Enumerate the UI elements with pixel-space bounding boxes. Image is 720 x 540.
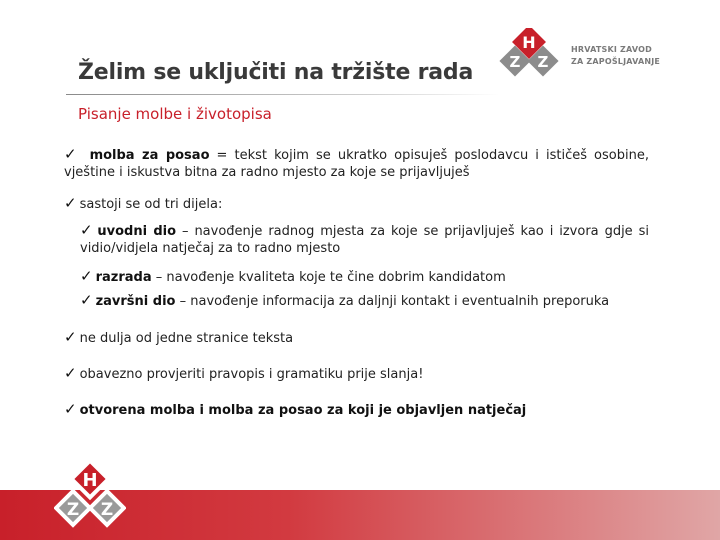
bullet-term: završni dio (95, 294, 176, 309)
logo-line-1: HRVATSKI ZAVOD (571, 45, 652, 54)
check-icon: ✓ (64, 364, 77, 382)
check-icon: ✓ (64, 194, 77, 212)
check-icon: ✓ (80, 267, 93, 285)
bullet-molba (64, 146, 649, 181)
bullet-text: sastoji se od tri dijela: (79, 197, 223, 212)
bullet-term: razrada (95, 270, 152, 285)
footer-letter-z2: Z (100, 500, 114, 520)
bullet-length (64, 329, 649, 347)
bullet-text: ne dulja od jedne stranice teksta (79, 331, 294, 346)
bullet-zavrsni (80, 292, 649, 310)
check-icon: ✓ (64, 145, 80, 163)
check-icon: ✓ (64, 400, 77, 418)
logo-letter-z2: Z (537, 53, 549, 71)
bullet-proofread (64, 365, 649, 383)
bullet-text: – navođenje informacija za daljnji kontakt i eventualnih preporuka (175, 294, 610, 309)
bullet-text: obavezno provjeriti pravopis i gramatiku prije slanja! (79, 367, 424, 382)
bullet-term: molba za posao (89, 148, 210, 163)
footer-hzz-logo (54, 458, 126, 540)
bullet-text: – navođenje kvaliteta koje te čine dobrim kandidatom (151, 270, 506, 285)
bullet-term: uvodni dio (97, 224, 177, 239)
slide-title: Želim se uključiti na tržište rada (78, 60, 474, 85)
title-divider (66, 94, 500, 95)
bullet-text: = tekst kojim se ukratko opisuješ poslodavcu i ističeš osobine, vještine i iskustva bitna za radno mjesto za koje se prijavljuješ (64, 148, 649, 180)
footer-letter-h: H (82, 470, 98, 491)
bullet-parts (64, 195, 649, 213)
bullet-razrada (80, 268, 649, 286)
check-icon: ✓ (64, 328, 77, 346)
bullet-types (64, 401, 649, 419)
logo-line-2: ZA ZAPOŠLJAVANJE (571, 57, 661, 66)
bullet-uvodni (80, 222, 649, 257)
check-icon: ✓ (80, 291, 93, 309)
logo-letter-h: H (522, 33, 536, 52)
bullet-text: – navođenje radnog mjesta za koje se prijavljuješ kao i izvora gdje si vidio/vidjela natječaj za to radno mjesto (80, 224, 649, 256)
slide-subtitle: Pisanje molbe i životopisa (78, 105, 272, 123)
hzz-logo (498, 28, 560, 80)
logo-letter-z1: Z (509, 53, 521, 71)
logo-wordmark (571, 44, 660, 68)
check-icon: ✓ (80, 221, 95, 239)
footer-letter-z1: Z (66, 500, 80, 520)
bullet-text: otvorena molba i molba za posao za koji je objavljen natječaj (79, 403, 527, 418)
